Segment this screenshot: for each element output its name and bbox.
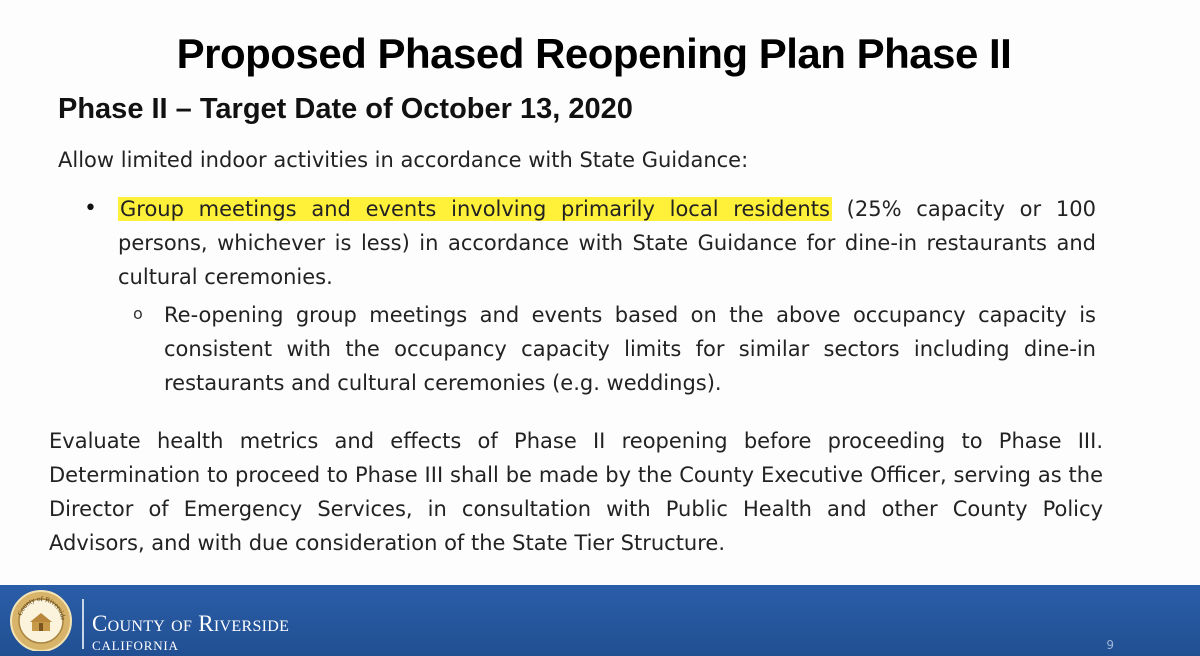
footer-bar	[0, 585, 1200, 656]
seal-text: County of Riverside	[15, 594, 68, 621]
county-seal-icon	[8, 585, 74, 651]
footer-divider	[82, 599, 84, 649]
slide-subtitle: Phase II – Target Date of October 13, 2020	[58, 93, 633, 125]
intro-text: Allow limited indoor activities in accordance with State Guidance:	[58, 148, 749, 172]
org-state: CALIFORNIA	[92, 638, 179, 653]
org-name: County of Riverside	[92, 611, 290, 636]
bullet-text	[118, 192, 1096, 294]
bullet-dot-icon: •	[84, 196, 97, 221]
slide-title: Proposed Phased Reopening Plan Phase II	[176, 30, 1012, 77]
bullet-rest-text: (25% capacity or 100 persons, whichever is less) in accordance with State Guidance for dine-in restaurants and cultural ceremonies.	[118, 197, 1096, 289]
sub-bullet-text: Re-opening group meetings and events based on the above occupancy capacity is consistent with the occupancy capacity limits for similar sectors including dine-in restaurants and cultural ceremonies (e.g. weddings).	[164, 303, 1096, 395]
sub-bullet-circle-icon: o	[133, 304, 143, 323]
sub-bullet-item	[133, 298, 1096, 400]
highlighted-text: Group meetings and events involving primarily local residents	[120, 197, 830, 221]
evaluation-paragraph: Evaluate health metrics and effects of Phase II reopening before proceeding to Phase III. Determination to proceed to Phase III shall be made by the County Executive Officer, serving as the Director of Emergency Services, in consultation with Public Health and other County Policy Advisors, and with due consideration of the State Tier Structure.	[49, 429, 1103, 555]
bullet-item	[84, 192, 1096, 294]
page-number: 9	[1106, 638, 1114, 652]
